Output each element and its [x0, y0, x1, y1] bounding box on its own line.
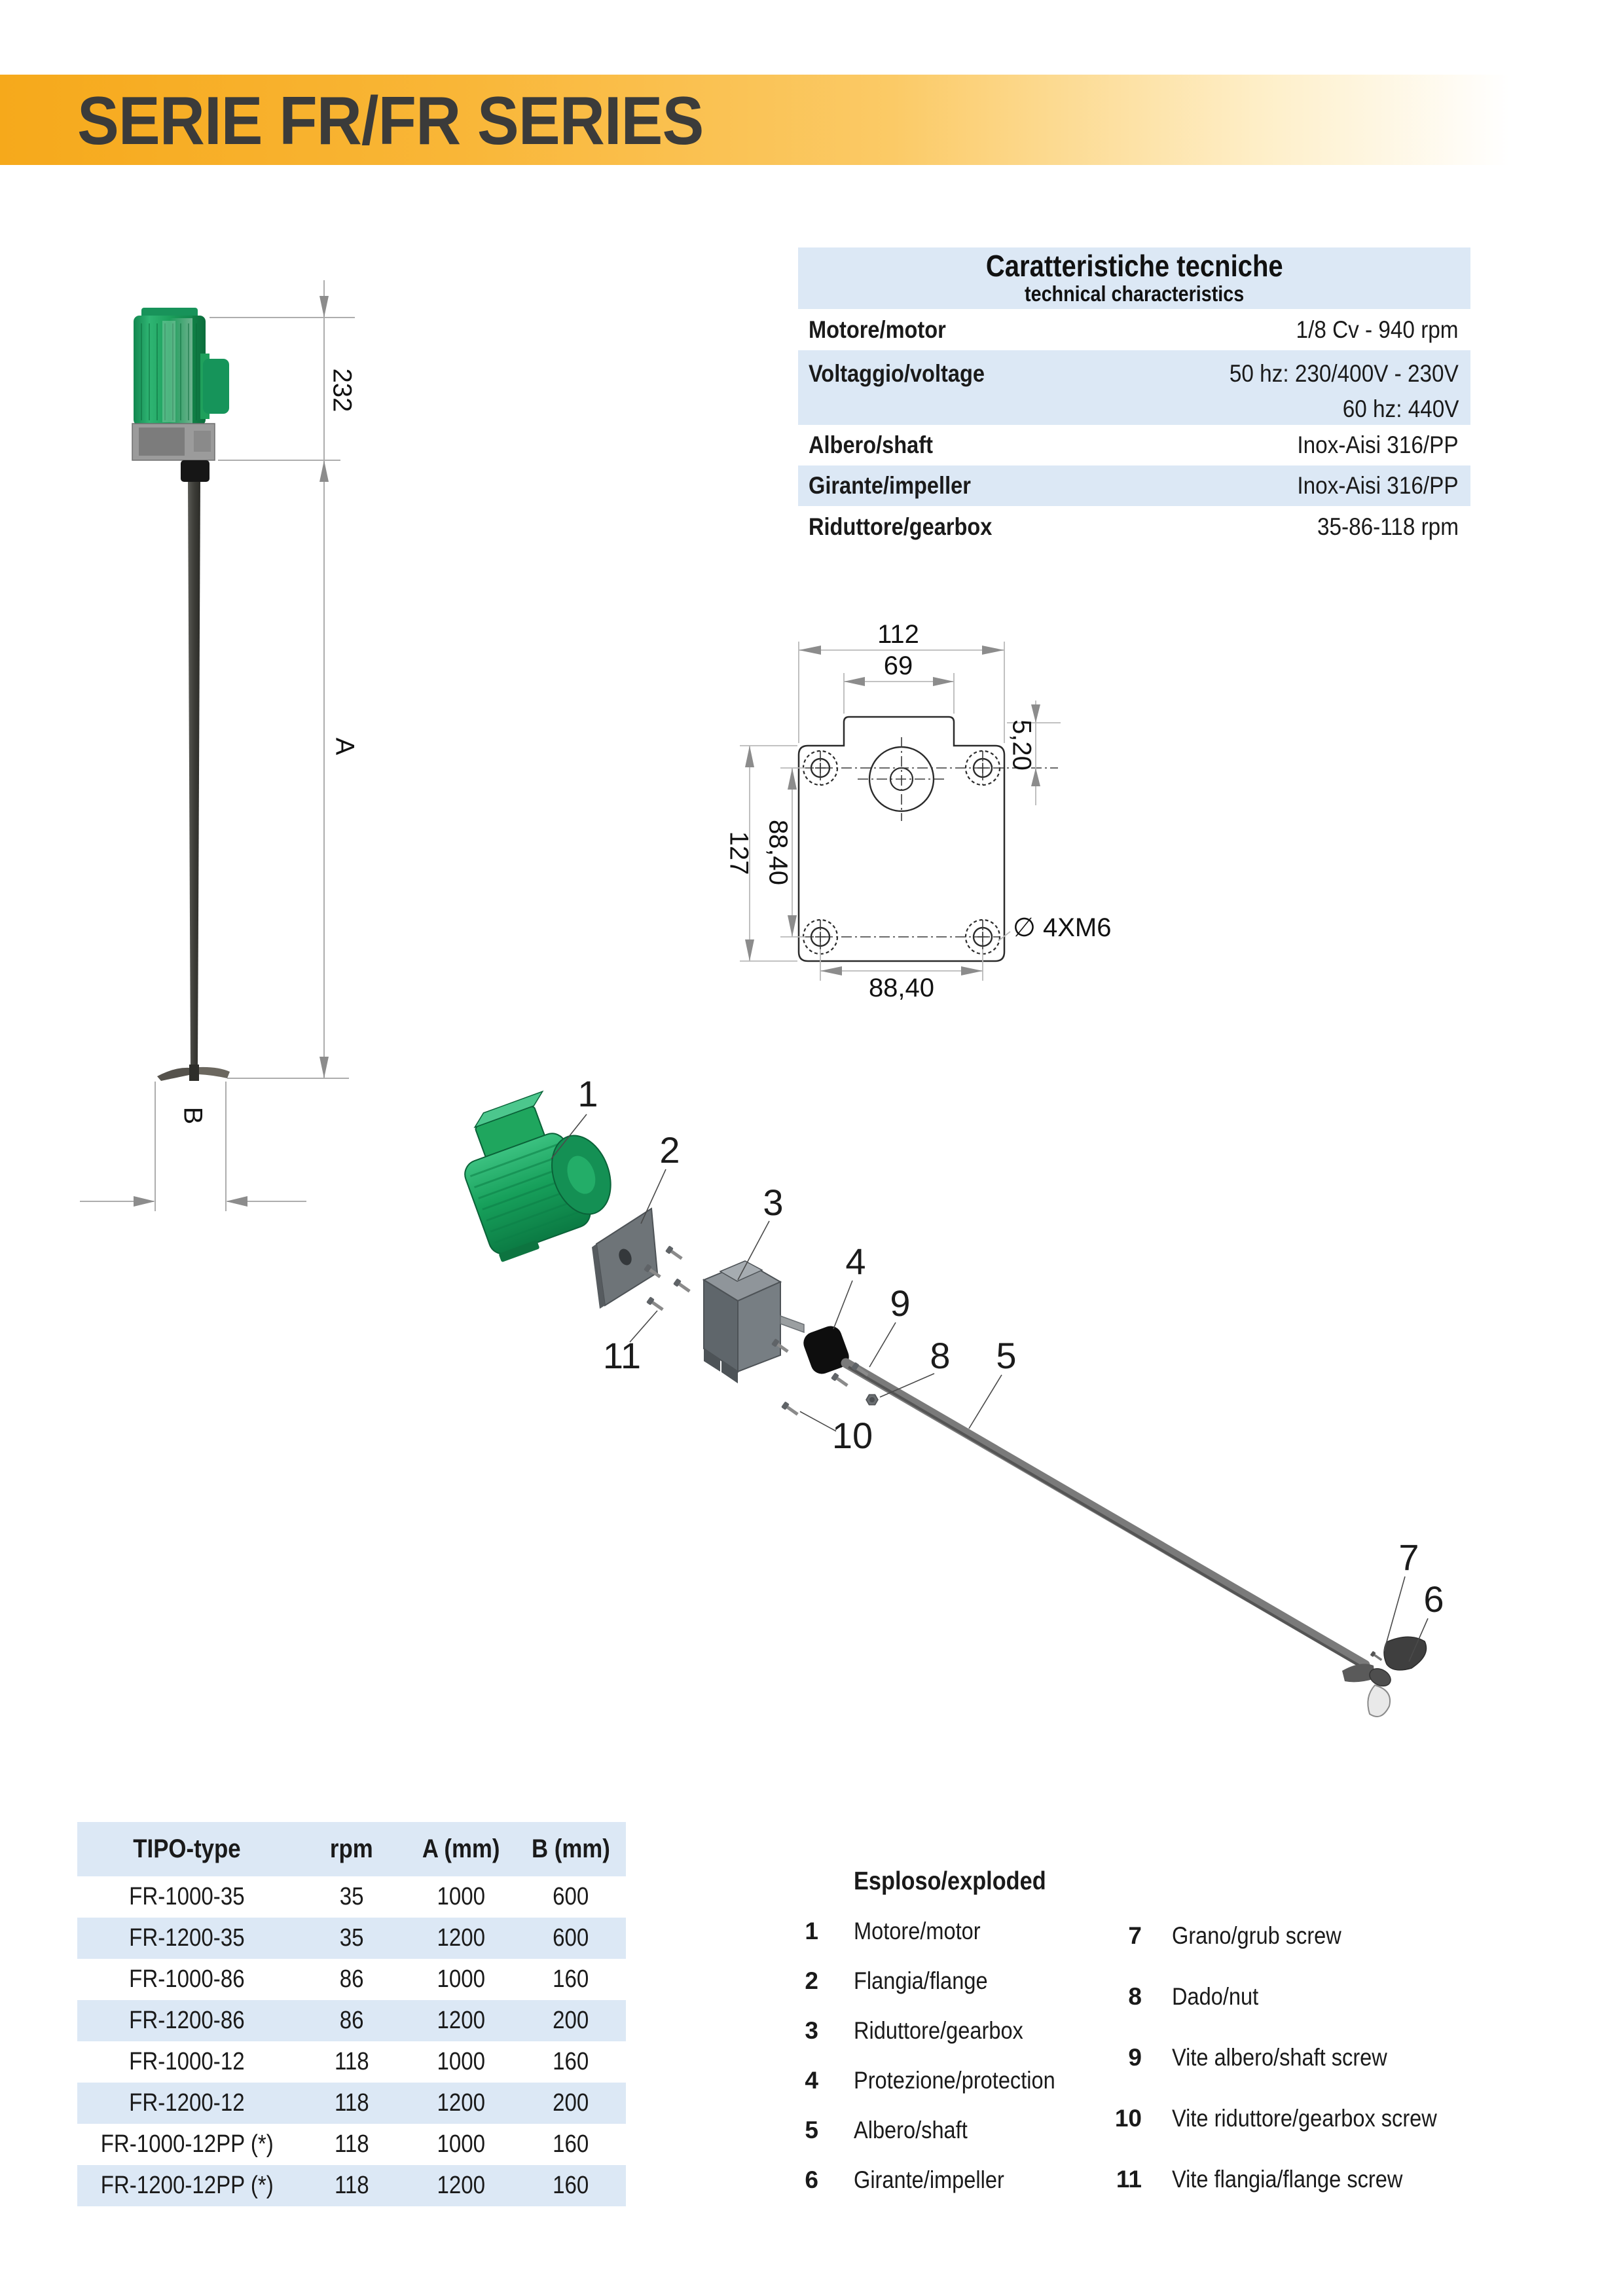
part-number: 11: [1116, 2166, 1142, 2193]
table-row: [77, 1876, 626, 1918]
motor-side-view: [134, 308, 229, 426]
part-label: [854, 2164, 1025, 2196]
dim-motor-height: 232: [327, 368, 357, 412]
cell-b: 600: [553, 1924, 589, 1952]
table-row: [77, 2041, 626, 2083]
motor-gearhead-housing: [203, 359, 229, 414]
tech-table-header: [798, 247, 1470, 309]
callout-4: 4: [845, 1241, 866, 1282]
part-label: [1172, 2164, 1434, 2195]
cell-rpm: 86: [339, 2007, 364, 2034]
flange-detail-right: [194, 431, 211, 452]
part-label: [1172, 1920, 1364, 1952]
tech-value: 1/8 Cv - 940 rpm: [1296, 316, 1459, 343]
table-row: [77, 1918, 626, 1959]
tech-value: Inox-Aisi 316/PP: [1297, 472, 1459, 499]
col-header-a: A (mm): [422, 1834, 500, 1863]
tech-table-title: Caratteristiche tecniche: [985, 249, 1283, 283]
cell-rpm: 118: [334, 2048, 369, 2075]
cell-type: FR-1000-35: [129, 1883, 245, 1910]
mixer-side-view-drawing: [65, 275, 380, 1224]
cell-b: 160: [553, 1965, 589, 1993]
cell-type: FR-1000-12: [129, 2048, 245, 2075]
callout-9: 9: [890, 1283, 911, 1324]
cell-a: 1200: [437, 2089, 486, 2117]
model-table-header: [77, 1822, 626, 1876]
part-number: 5: [805, 2117, 818, 2143]
cell-rpm: 118: [334, 2172, 369, 2199]
cell-rpm: 35: [339, 1924, 364, 1952]
cell-a: 1000: [437, 1883, 486, 1910]
callout-5: 5: [996, 1335, 1017, 1376]
gearbox-screw: [781, 1401, 799, 1417]
part-number: 2: [805, 1967, 818, 1994]
part-number: 4: [805, 2067, 818, 2094]
cell-a: 1200: [437, 1924, 486, 1952]
cell-b: 160: [553, 2048, 589, 2075]
part-label-text: Vite albero/shaft screw: [1172, 2044, 1387, 2071]
tech-row-shaft: [798, 425, 1470, 465]
exploded-view-diagram: [380, 1041, 1506, 1827]
tech-label: Girante/impeller: [809, 472, 971, 499]
part-label-text: Protezione/protection: [854, 2067, 1055, 2094]
callout-1: 1: [577, 1073, 598, 1114]
model-table: [77, 1822, 626, 2206]
part-label: [854, 2065, 1083, 2096]
tech-row-impeller: [798, 465, 1470, 506]
part-label-text: Dado/nut: [1172, 1983, 1259, 2010]
dim-inner-width: 69: [883, 651, 913, 680]
flange-dimension-drawing: [707, 609, 1113, 1002]
dim-outer-width: 112: [877, 620, 919, 649]
exploded-gearbox: [704, 1261, 804, 1383]
table-row: [77, 2124, 626, 2165]
tech-row-motor: [798, 309, 1470, 350]
dim-hole-spacing-horizontal: 88,40: [868, 974, 935, 1002]
part-label: [854, 2015, 1046, 2047]
part-number: 9: [1128, 2044, 1142, 2071]
flange-screw: [673, 1278, 691, 1294]
cell-type: FR-1200-35: [129, 1924, 245, 1952]
cell-a: 1000: [437, 2048, 486, 2075]
tech-value: 50 hz: 230/400V - 230V: [1230, 360, 1459, 387]
cell-type: FR-1200-86: [129, 2007, 245, 2034]
part-label-text: Albero/shaft: [854, 2117, 968, 2143]
table-row: [77, 2000, 626, 2041]
dim-hole-spacing-vertical: 88,40: [763, 819, 793, 886]
exploded-protection: [801, 1323, 852, 1377]
part-number: 1: [805, 1918, 818, 1944]
cell-rpm: 86: [339, 1965, 364, 1993]
part-number: 8: [1128, 1983, 1142, 2010]
dim-step: 5,20: [1007, 720, 1036, 771]
exploded-shaft: [846, 1363, 1365, 1668]
part-label: [1172, 1981, 1270, 2013]
cell-b: 200: [553, 2007, 589, 2034]
part-label: [1172, 2042, 1417, 2073]
table-row: [77, 2165, 626, 2206]
callout-6: 6: [1423, 1578, 1444, 1620]
impeller-side-view: [157, 1065, 230, 1081]
flange-screw: [646, 1296, 665, 1312]
tech-table-subtitle: technical characteristics: [1024, 282, 1245, 306]
tech-label: Voltaggio/voltage: [809, 360, 985, 387]
part-label-text: Girante/impeller: [854, 2166, 1004, 2193]
shaft-collar: [181, 460, 210, 482]
cell-a: 1200: [437, 2007, 486, 2034]
dim-holes-label: ∅ 4XM6: [1013, 913, 1112, 942]
cell-a: 1200: [437, 2172, 486, 2199]
tech-value-line2: 60 hz: 440V: [1342, 395, 1459, 422]
part-label: [1172, 2103, 1473, 2134]
gearbox-screw: [831, 1372, 849, 1388]
part-label-text: Vite flangia/flange screw: [1172, 2166, 1403, 2193]
cell-type: FR-1200-12: [129, 2089, 245, 2117]
parts-legend-title: Esploso/exploded: [854, 1867, 1046, 1895]
part-label-text: Grano/grub screw: [1172, 1922, 1341, 1949]
part-label-text: Flangia/flange: [854, 1967, 988, 1994]
cell-rpm: 118: [334, 2130, 369, 2158]
cell-type: FR-1000-86: [129, 1965, 245, 1993]
nut: [866, 1394, 878, 1405]
page-title: SERIE FR/FR SERIES: [77, 83, 704, 159]
exploded-flange-plate: [592, 1209, 657, 1309]
table-row: [77, 1959, 626, 2000]
part-label: [854, 1916, 998, 1947]
part-number: 6: [805, 2166, 818, 2193]
flange-detail: [139, 428, 185, 456]
col-header-type: TIPO-type: [133, 1834, 241, 1863]
table-row: [77, 2083, 626, 2124]
callout-7: 7: [1398, 1537, 1419, 1578]
tech-value: Inox-Aisi 316/PP: [1297, 431, 1459, 458]
cell-a: 1000: [437, 2130, 486, 2158]
part-label-text: Motore/motor: [854, 1918, 981, 1944]
cell-b: 160: [553, 2130, 589, 2158]
callout-2: 2: [659, 1129, 680, 1171]
dim-impeller-diameter: B: [178, 1106, 208, 1125]
tech-label: Motore/motor: [809, 316, 946, 343]
col-header-b: B (mm): [532, 1834, 611, 1863]
callout-11: 11: [602, 1335, 642, 1376]
exploded-motor: [447, 1080, 626, 1264]
cell-rpm: 35: [339, 1883, 364, 1910]
cell-b: 600: [553, 1883, 589, 1910]
part-label-text: Vite riduttore/gearbox screw: [1172, 2105, 1437, 2132]
callout-leaders: [551, 1114, 1428, 1662]
part-number: 7: [1128, 1922, 1142, 1949]
cell-rpm: 118: [334, 2089, 369, 2117]
flange-screw: [665, 1245, 684, 1261]
dim-shaft-length: A: [330, 737, 359, 756]
cell-type: FR-1200-12PP (*): [100, 2172, 274, 2199]
tech-value: 35-86-118 rpm: [1317, 513, 1459, 540]
shaft: [188, 482, 200, 1065]
callout-8: 8: [930, 1335, 951, 1376]
part-number: 3: [805, 2017, 818, 2044]
tech-label: Riduttore/gearbox: [809, 513, 993, 540]
tech-label: Albero/shaft: [809, 431, 933, 458]
part-label-text: Riduttore/gearbox: [854, 2017, 1023, 2044]
cell-b: 160: [553, 2172, 589, 2199]
tech-characteristics-table: [798, 247, 1470, 547]
tech-row-gearbox: [798, 506, 1470, 547]
grub-screw: [1370, 1651, 1383, 1662]
col-header-rpm: rpm: [330, 1834, 373, 1863]
part-label: [854, 1965, 1006, 1997]
callout-10: 10: [831, 1415, 873, 1456]
callout-3: 3: [763, 1182, 784, 1223]
part-number: 10: [1114, 2105, 1142, 2132]
title-banner: [0, 75, 1623, 165]
dim-outer-height: 127: [724, 831, 754, 875]
cell-b: 200: [553, 2089, 589, 2117]
part-label: [854, 2115, 983, 2146]
tech-row-voltage: [798, 350, 1470, 425]
cell-type: FR-1000-12PP (*): [100, 2130, 274, 2158]
cell-a: 1000: [437, 1965, 486, 1993]
